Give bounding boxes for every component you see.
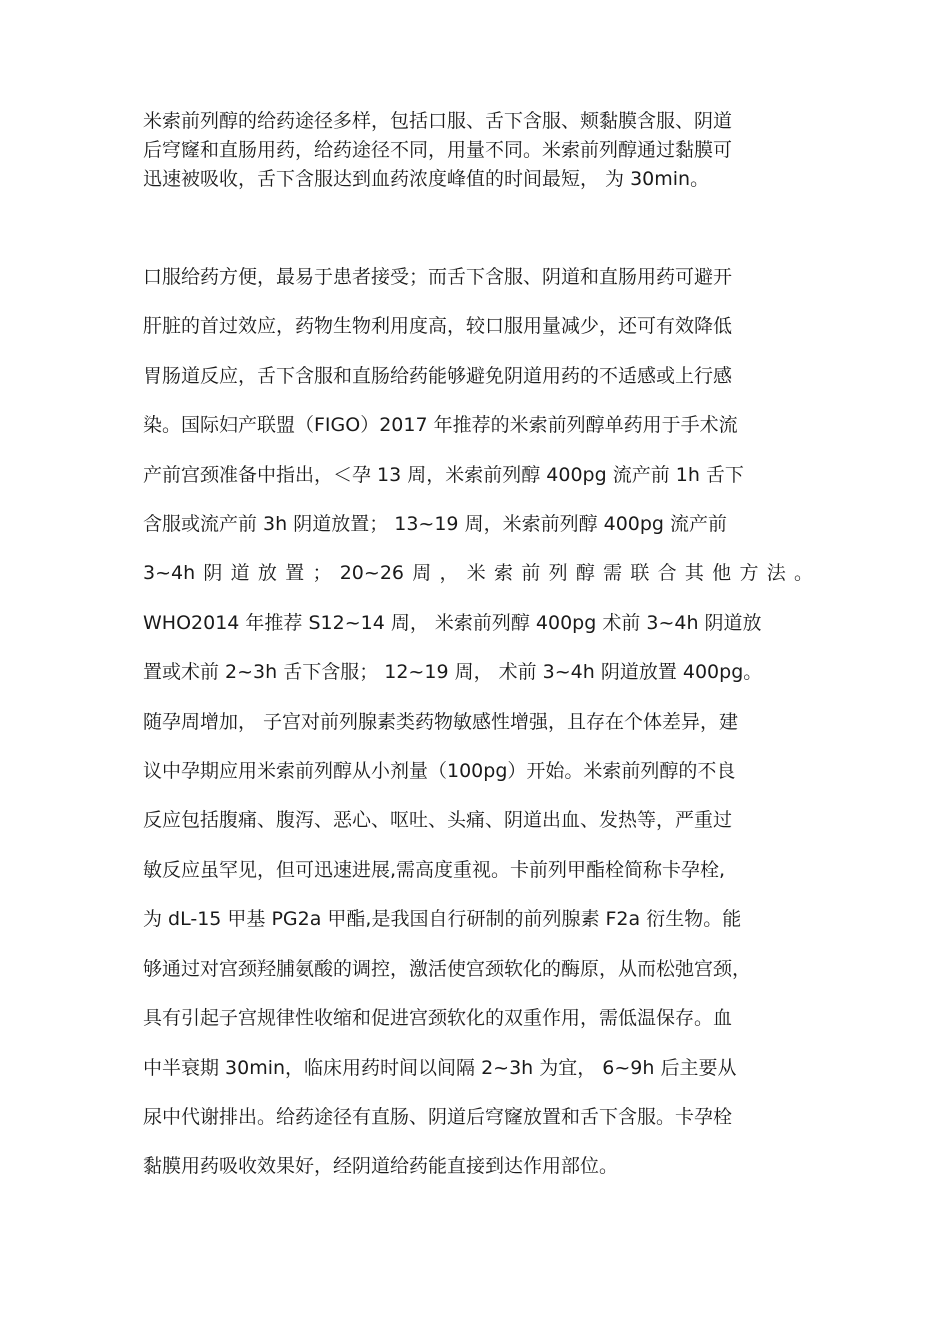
text-line: 置或术前 2~3h 舌下含服； 12~19 周， 术前 3~4h 阴道放置 400pg。: [143, 661, 763, 684]
text-line: 反应包括腹痛、腹泻、恶心、呕吐、头痛、阴道出血、发热等，严重过: [143, 809, 733, 832]
text-token: 他: [712, 562, 732, 585]
text-line: 胃肠道反应，舌下含服和直肠给药能够避免阴道用药的不适感或上行感: [143, 364, 733, 387]
text-token: 20~26: [339, 562, 404, 585]
text-line: 够通过对宫颈羟脯氨酸的调控，激活使宫颈软化的酶原，从而松弛宫颈，: [143, 957, 752, 980]
text-line: 议中孕期应用米索前列醇从小剂量（100pg）开始。米索前列醇的不良: [143, 760, 736, 783]
text-token: 法: [766, 562, 786, 585]
text-line: 迅速被吸收，舌下含服达到血药浓度峰值的时间最短， 为 30min。: [143, 168, 710, 190]
text-token: 索: [494, 562, 514, 585]
text-token: 阴: [203, 562, 223, 585]
text-token: 前: [521, 562, 541, 585]
text-line: 后穹窿和直肠用药，给药途径不同，用量不同。米索前列醇通过黏膜可: [143, 139, 733, 161]
text-line: 随孕周增加， 子宫对前列腺素类药物敏感性增强，且存在个体差异，建: [143, 710, 739, 733]
text-line: 具有引起子宫规律性收缩和促进宫颈软化的双重作用，需低温保存。血: [143, 1007, 733, 1030]
text-token: 周: [412, 562, 432, 585]
text-line: 黏膜用药吸收效果好，经阴道给药能直接到达作用部位。: [143, 1155, 619, 1178]
text-line: 敏反应虽罕见，但可迅速进展,需高度重视。卡前列甲酯栓简称卡孕栓,: [143, 858, 726, 881]
text-token: 置: [285, 562, 305, 585]
text-line: 肝脏的首过效应，药物生物利用度高，较口服用量减少，还可有效降低: [143, 315, 733, 338]
text-line: WHO2014 年推荐 S12~14 周， 米索前列醇 400pg 术前 3~4h 阴道放: [143, 611, 762, 634]
text-token: 放: [257, 562, 277, 585]
text-token: 需: [603, 562, 623, 585]
text-line: 为 dL-15 甲基 PG2a 甲酯,是我国自行研制的前列腺素 F2a 衍生物。能: [143, 908, 742, 931]
text-token: 米: [466, 562, 486, 585]
paragraph-clinical-guidance: [143, 253, 813, 1192]
text-token: 联: [630, 562, 650, 585]
text-line: 产前宫颈准备中指出，＜孕 13 周，米索前列醇 400pg 流产前 1h 舌下: [143, 463, 744, 486]
text-line: 米索前列醇的给药途径多样，包括口服、舌下含服、颊黏膜含服、阴道: [143, 110, 733, 132]
text-token: ；: [312, 562, 332, 585]
text-line: 尿中代谢排出。给药途径有直肠、阴道后穹窿放置和舌下含服。卡孕栓: [143, 1105, 733, 1128]
text-token: 道: [230, 562, 250, 585]
text-line: 染。国际妇产联盟（FIGO）2017 年推荐的米索前列醇单药用于手术流: [143, 414, 738, 437]
text-token: 列: [548, 562, 568, 585]
text-token: 醇: [575, 562, 595, 585]
text-token: 合: [657, 562, 677, 585]
text-line: 口服给药方便，最易于患者接受；而舌下含服、阴道和直肠用药可避开: [143, 266, 733, 288]
paragraph-routes-of-administration: [143, 107, 813, 194]
text-token: 方: [739, 562, 759, 585]
text-token: ，: [439, 562, 459, 585]
text-line-justified: [143, 549, 813, 598]
text-line: 中半衰期 30min，临床用药时间以间隔 2~3h 为宜， 6~9h 后主要从: [143, 1056, 737, 1079]
text-token: 。: [793, 562, 813, 585]
text-line: 含服或流产前 3h 阴道放置； 13~19 周，米索前列醇 400pg 流产前: [143, 513, 728, 536]
text-token: 3~4h: [143, 562, 196, 585]
text-token: 其: [684, 562, 704, 585]
